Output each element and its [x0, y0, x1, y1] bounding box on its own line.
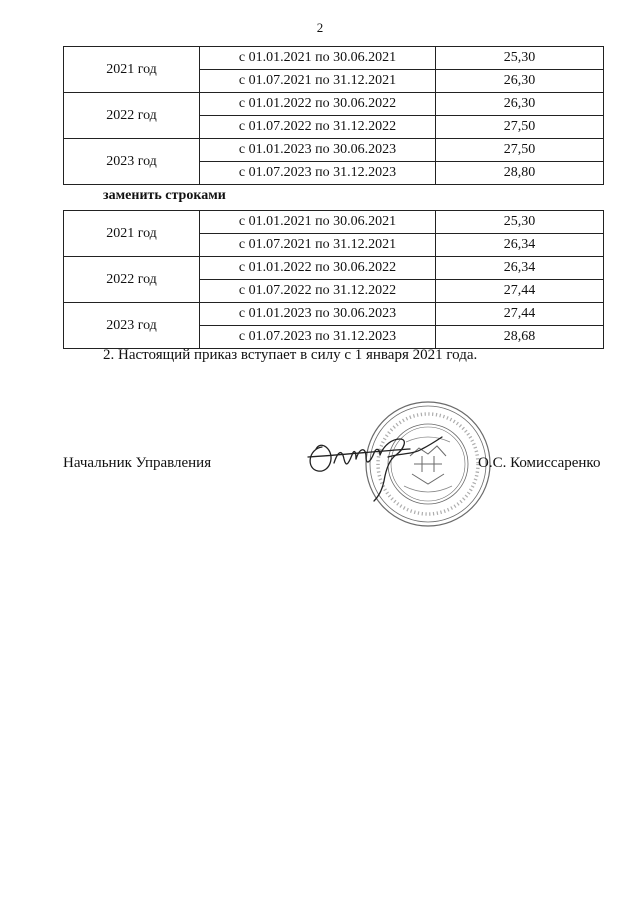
- rate-cell: 27,44: [436, 303, 604, 326]
- rate-cell: 25,30: [436, 211, 604, 234]
- period-cell: с 01.01.2023 по 30.06.2023: [200, 139, 436, 162]
- year-cell: 2023 год: [64, 139, 200, 185]
- period-cell: с 01.01.2022 по 30.06.2022: [200, 257, 436, 280]
- table-row: [64, 47, 604, 70]
- replace-heading: заменить строками: [103, 188, 226, 203]
- signer-name: О.С. Комиссаренко: [478, 455, 601, 471]
- rate-cell: 27,44: [436, 280, 604, 303]
- table-row: [64, 93, 604, 116]
- period-cell: с 01.07.2021 по 31.12.2021: [200, 70, 436, 93]
- signer-title: Начальник Управления: [63, 455, 212, 471]
- tariff-table-old: [63, 46, 604, 185]
- clause-2-text: 2. Настоящий приказ вступает в силу с 1 января 2021 года.: [103, 347, 478, 363]
- table-row: [64, 139, 604, 162]
- period-cell: с 01.01.2021 по 30.06.2021: [200, 211, 436, 234]
- year-cell: 2021 год: [64, 211, 200, 257]
- period-cell: с 01.01.2023 по 30.06.2023: [200, 303, 436, 326]
- handwritten-signature-icon: [300, 425, 450, 505]
- year-cell: 2023 год: [64, 303, 200, 349]
- table-row: [64, 257, 604, 280]
- year-cell: 2022 год: [64, 257, 200, 303]
- rate-cell: 26,34: [436, 234, 604, 257]
- rate-cell: 26,30: [436, 93, 604, 116]
- period-cell: с 01.01.2022 по 30.06.2022: [200, 93, 436, 116]
- period-cell: с 01.07.2021 по 31.12.2021: [200, 234, 436, 257]
- period-cell: с 01.07.2022 по 31.12.2022: [200, 280, 436, 303]
- tariff-table-new: [63, 210, 604, 349]
- page-number: 2: [316, 20, 324, 35]
- rate-cell: 27,50: [436, 116, 604, 139]
- period-cell: с 01.07.2023 по 31.12.2023: [200, 162, 436, 185]
- year-cell: 2022 год: [64, 93, 200, 139]
- rate-cell: 27,50: [436, 139, 604, 162]
- rate-cell: 28,68: [436, 326, 604, 349]
- rate-cell: 25,30: [436, 47, 604, 70]
- period-cell: с 01.01.2021 по 30.06.2021: [200, 47, 436, 70]
- period-cell: с 01.07.2023 по 31.12.2023: [200, 326, 436, 349]
- table-row: [64, 303, 604, 326]
- period-cell: с 01.07.2022 по 31.12.2022: [200, 116, 436, 139]
- rate-cell: 26,34: [436, 257, 604, 280]
- table-row: [64, 211, 604, 234]
- year-cell: 2021 год: [64, 47, 200, 93]
- rate-cell: 28,80: [436, 162, 604, 185]
- rate-cell: 26,30: [436, 70, 604, 93]
